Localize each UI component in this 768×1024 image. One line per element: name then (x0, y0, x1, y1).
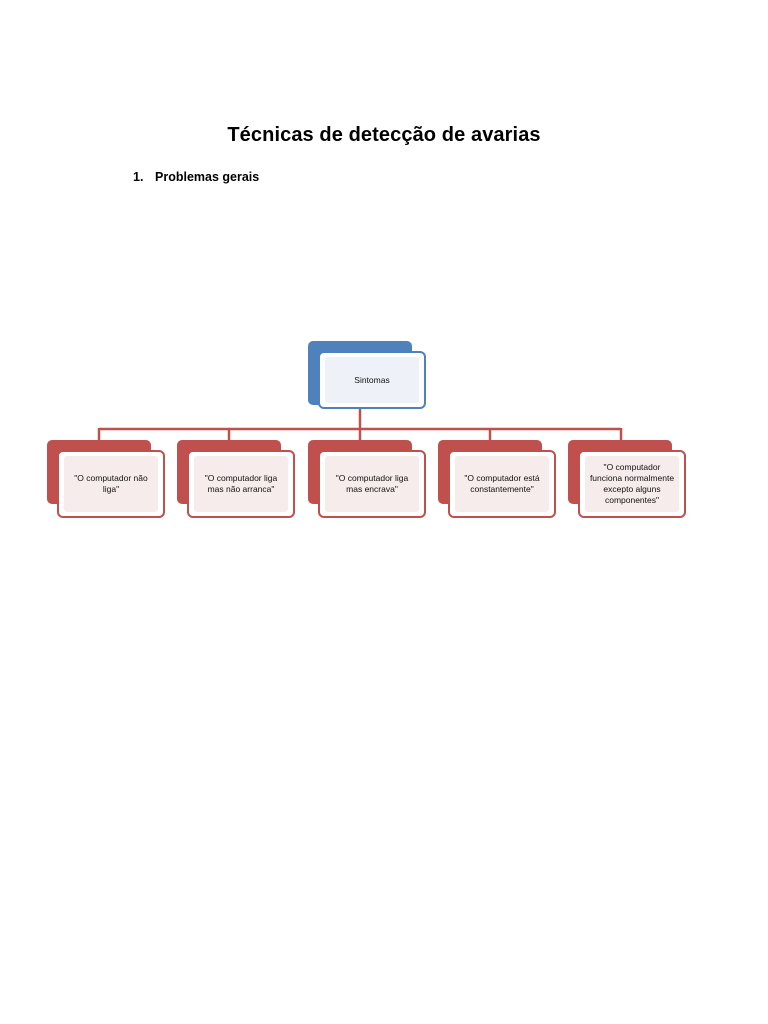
child-node-label: "O computador liga mas encrava" (335, 473, 409, 494)
child-node-label: "O computador está constantemente" (464, 473, 540, 494)
child-node-box (578, 450, 686, 518)
child-node-box (448, 450, 556, 518)
child-node-label: "O computador liga mas não arranca" (204, 473, 278, 494)
section-title: Problemas gerais (155, 170, 260, 184)
root-node-box (318, 351, 426, 409)
root-node-label: Sintomas (354, 374, 390, 385)
child-node-label: "O computador não liga" (74, 473, 148, 494)
child-node-box (318, 450, 426, 518)
child-node-label: "O computador funciona normalmente excepto alguns componentes" (589, 462, 675, 505)
child-node-box (57, 450, 165, 518)
page-title: Técnicas de detecção de avarias (227, 124, 541, 146)
child-node-box (187, 450, 295, 518)
section-number: 1. (133, 170, 144, 184)
